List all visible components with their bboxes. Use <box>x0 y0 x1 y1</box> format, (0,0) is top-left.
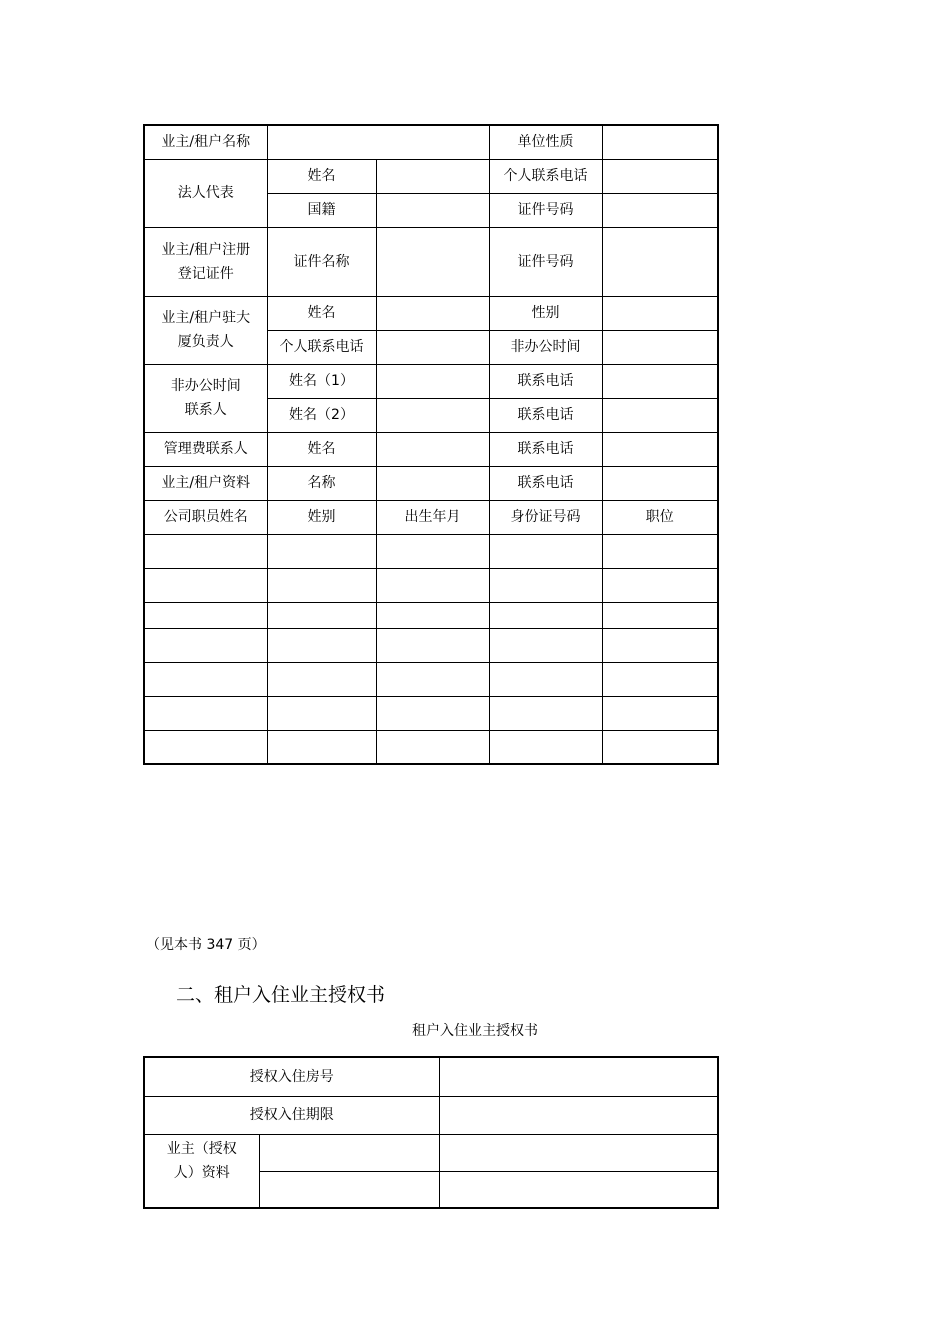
manager-offhours-field[interactable] <box>602 330 718 364</box>
mgmt-fee-label: 管理费联系人 <box>144 432 267 466</box>
legal-nationality-label: 国籍 <box>267 193 376 227</box>
staff-cell[interactable] <box>267 730 376 764</box>
staff-cell[interactable] <box>602 730 718 764</box>
legal-rep-label: 法人代表 <box>144 159 267 227</box>
manager-label-line1: 业主/租户驻大 <box>161 310 251 326</box>
contact-phone1-label: 联系电话 <box>489 364 602 398</box>
profile-phone-field[interactable] <box>602 466 718 500</box>
staff-cell[interactable] <box>602 602 718 628</box>
mgmt-fee-phone-field[interactable] <box>602 432 718 466</box>
staff-cell[interactable] <box>489 568 602 602</box>
tenant-info-table <box>143 124 719 765</box>
contact-phone2-field[interactable] <box>602 398 718 432</box>
contact-phone2-label: 联系电话 <box>489 398 602 432</box>
period-label: 授权入住期限 <box>144 1096 439 1134</box>
staff-cell[interactable] <box>144 696 267 730</box>
section-title: 二、租户入住业主授权书 <box>176 984 386 1006</box>
registration-label <box>144 227 267 296</box>
registration-label-line2: 登记证件 <box>177 265 234 282</box>
page-reference-note: （见本书 347 页） <box>146 937 266 953</box>
manager-gender-label: 性别 <box>489 296 602 330</box>
staff-cell[interactable] <box>602 696 718 730</box>
staff-cell[interactable] <box>376 628 489 662</box>
owner-profile-label-line2: 人）资料 <box>173 1164 230 1181</box>
staff-cell[interactable] <box>489 696 602 730</box>
legal-nationality-field[interactable] <box>376 193 489 227</box>
cert-no-label: 证件号码 <box>489 227 602 296</box>
profile-name-field[interactable] <box>376 466 489 500</box>
staff-row <box>144 696 718 730</box>
legal-phone-field[interactable] <box>602 159 718 193</box>
staff-header-id: 身份证号码 <box>489 500 602 534</box>
staff-cell[interactable] <box>144 628 267 662</box>
staff-cell[interactable] <box>267 696 376 730</box>
cert-name-field[interactable] <box>376 227 489 296</box>
staff-header-row <box>144 500 718 534</box>
owner-profile-field[interactable] <box>439 1171 718 1208</box>
offhours-contact-label-line2: 联系人 <box>184 402 227 418</box>
owner-profile-field[interactable] <box>439 1134 718 1171</box>
profile-phone-label: 联系电话 <box>489 466 602 500</box>
staff-cell[interactable] <box>267 534 376 568</box>
offhours-contact-label <box>144 364 267 432</box>
staff-cell[interactable] <box>489 628 602 662</box>
owner-profile-field[interactable] <box>259 1134 439 1171</box>
staff-cell[interactable] <box>376 602 489 628</box>
staff-row <box>144 568 718 602</box>
contact-name2-label: 姓名（2） <box>267 398 376 432</box>
manager-offhours-label: 非办公时间 <box>489 330 602 364</box>
legal-phone-label: 个人联系电话 <box>489 159 602 193</box>
staff-header-name: 公司职员姓名 <box>144 500 267 534</box>
staff-cell[interactable] <box>144 602 267 628</box>
mgmt-fee-name-label: 姓名 <box>267 432 376 466</box>
staff-cell[interactable] <box>489 662 602 696</box>
owner-profile-label <box>144 1134 259 1208</box>
staff-row <box>144 534 718 568</box>
owner-name-label: 业主/租户名称 <box>144 125 267 159</box>
owner-profile-field[interactable] <box>259 1171 439 1208</box>
manager-phone-label: 个人联系电话 <box>267 330 376 364</box>
legal-name-field[interactable] <box>376 159 489 193</box>
contact-name2-field[interactable] <box>376 398 489 432</box>
staff-cell[interactable] <box>602 534 718 568</box>
owner-name-field[interactable] <box>267 125 489 159</box>
manager-phone-field[interactable] <box>376 330 489 364</box>
manager-name-field[interactable] <box>376 296 489 330</box>
room-no-label: 授权入住房号 <box>144 1057 439 1096</box>
cert-name-label: 证件名称 <box>267 227 376 296</box>
staff-row <box>144 662 718 696</box>
legal-id-no-field[interactable] <box>602 193 718 227</box>
staff-cell[interactable] <box>144 730 267 764</box>
staff-cell[interactable] <box>144 534 267 568</box>
staff-cell[interactable] <box>267 568 376 602</box>
staff-cell[interactable] <box>602 662 718 696</box>
staff-header-birth: 出生年月 <box>376 500 489 534</box>
legal-name-label: 姓名 <box>267 159 376 193</box>
staff-cell[interactable] <box>144 568 267 602</box>
offhours-contact-label-line1: 非办公时间 <box>170 378 241 394</box>
staff-cell[interactable] <box>267 662 376 696</box>
registration-label-line1: 业主/租户注册 <box>161 241 251 258</box>
staff-cell[interactable] <box>489 730 602 764</box>
staff-cell[interactable] <box>267 628 376 662</box>
staff-header-position: 职位 <box>602 500 718 534</box>
staff-cell[interactable] <box>489 602 602 628</box>
mgmt-fee-phone-label: 联系电话 <box>489 432 602 466</box>
period-field[interactable] <box>439 1096 718 1134</box>
staff-cell[interactable] <box>144 662 267 696</box>
manager-label <box>144 296 267 364</box>
staff-cell[interactable] <box>376 534 489 568</box>
unit-nature-field[interactable] <box>602 125 718 159</box>
unit-nature-label: 单位性质 <box>489 125 602 159</box>
manager-label-line2: 厦负责人 <box>177 334 234 350</box>
profile-name-label: 名称 <box>267 466 376 500</box>
staff-cell[interactable] <box>376 730 489 764</box>
form-title <box>0 1020 950 1040</box>
staff-cell[interactable] <box>602 628 718 662</box>
authorization-table <box>143 1056 719 1209</box>
staff-cell[interactable] <box>602 568 718 602</box>
staff-cell[interactable] <box>376 568 489 602</box>
mgmt-fee-name-field[interactable] <box>376 432 489 466</box>
staff-row <box>144 602 718 628</box>
staff-cell[interactable] <box>376 662 489 696</box>
legal-id-no-label: 证件号码 <box>489 193 602 227</box>
contact-name1-label: 姓名（1） <box>267 364 376 398</box>
profile-label: 业主/租户资料 <box>144 466 267 500</box>
form-title-text: 租户入住业主授权书 <box>412 1023 538 1039</box>
room-no-field[interactable] <box>439 1057 718 1096</box>
staff-cell[interactable] <box>267 602 376 628</box>
contact-name1-field[interactable] <box>376 364 489 398</box>
staff-row <box>144 628 718 662</box>
manager-name-label: 姓名 <box>267 296 376 330</box>
manager-gender-field[interactable] <box>602 296 718 330</box>
staff-cell[interactable] <box>376 696 489 730</box>
staff-row <box>144 730 718 764</box>
staff-cell[interactable] <box>489 534 602 568</box>
staff-header-gender: 姓别 <box>267 500 376 534</box>
cert-no-field[interactable] <box>602 227 718 296</box>
contact-phone1-field[interactable] <box>602 364 718 398</box>
owner-profile-label-line1: 业主（授权 <box>166 1140 237 1157</box>
